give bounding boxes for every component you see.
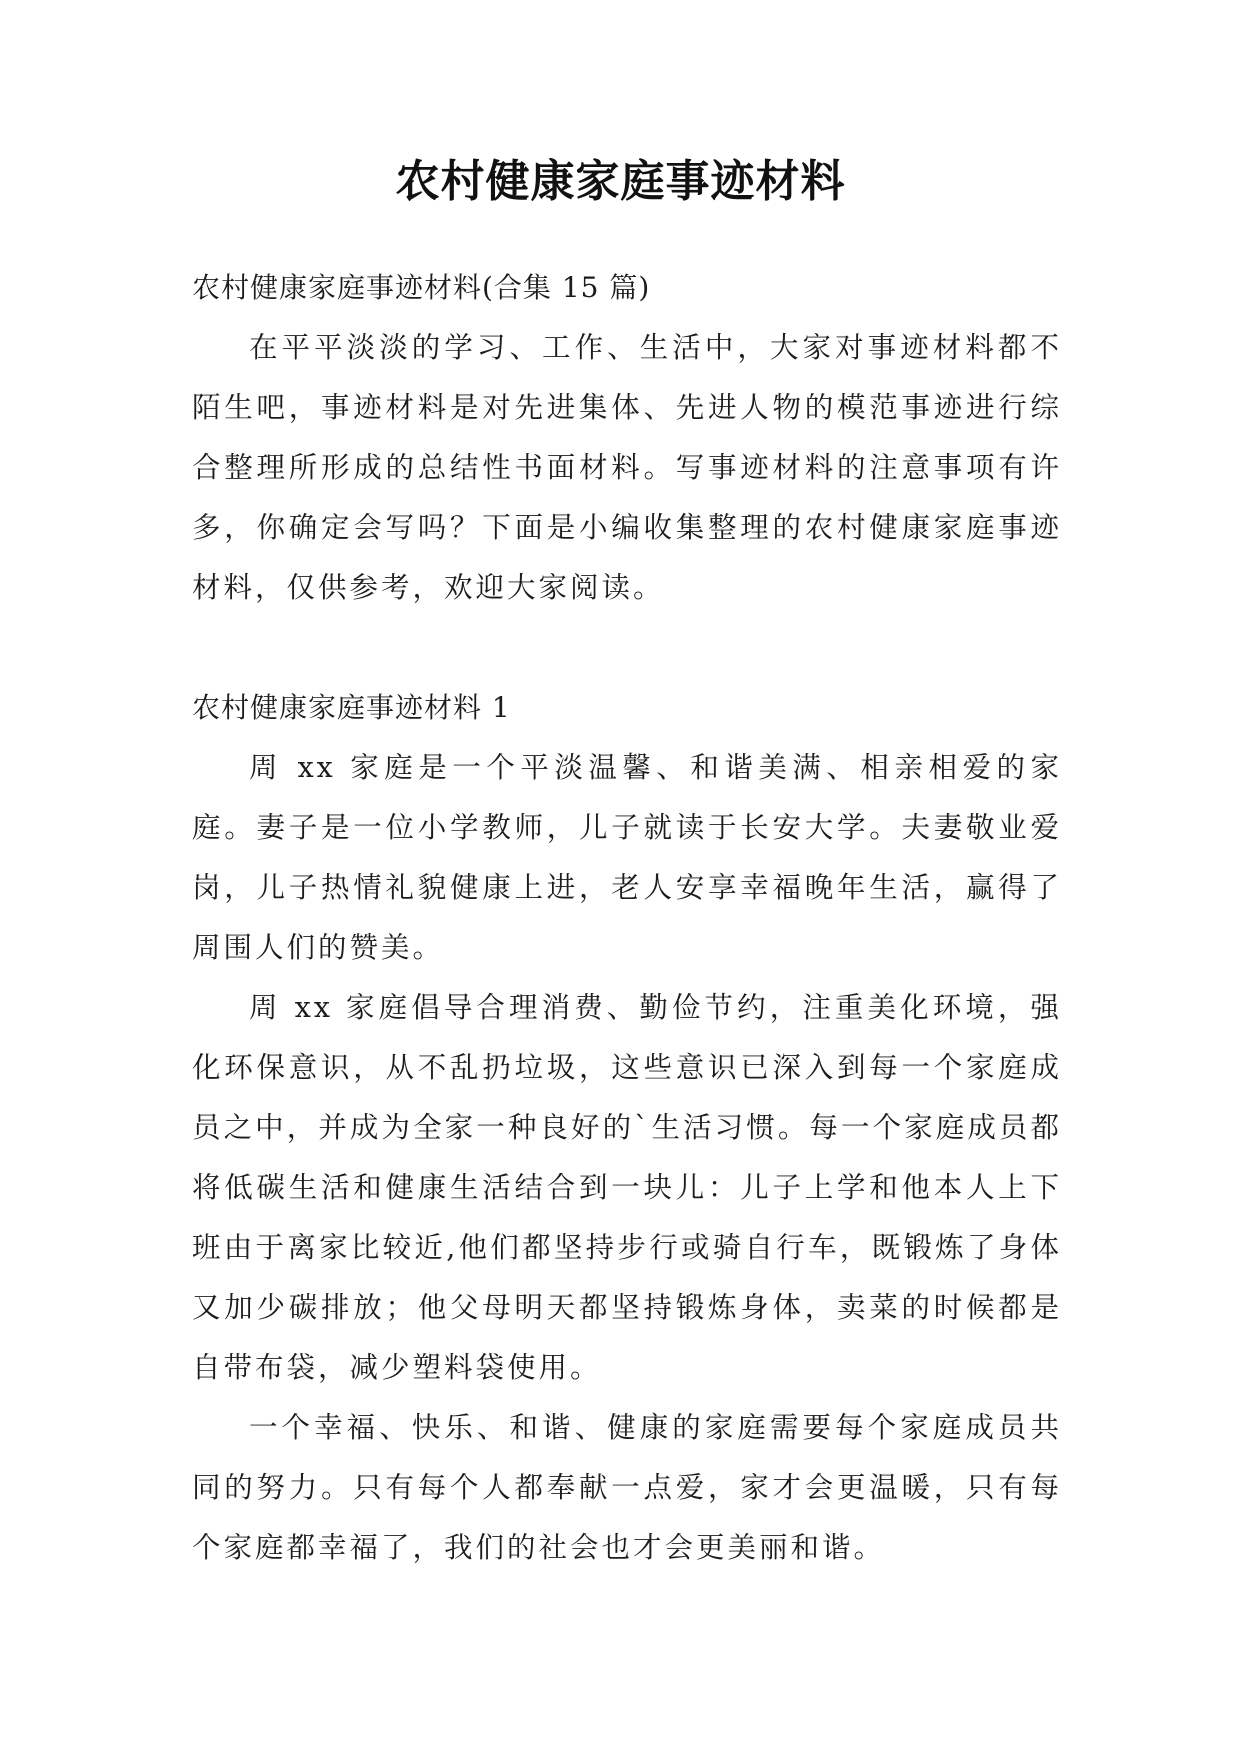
document-body <box>192 258 1062 1578</box>
intro-paragraph: 在平平淡淡的学习、工作、生活中，大家对事迹材料都不陌生吧，事迹材料是对先进集体、先进人物的模范事迹进行综合整理所形成的总结性书面材料。写事迹材料的注意事项有许多，你确定会写吗？下面是小编收集整理的农村健康家庭事迹材料，仅供参考，欢迎大家阅读。 <box>192 331 1062 604</box>
document-title: 农村健康家庭事迹材料 <box>395 156 846 207</box>
section-heading: 农村健康家庭事迹材料 1 <box>192 691 511 724</box>
collection-heading: 农村健康家庭事迹材料(合集 15 篇) <box>192 271 651 304</box>
body-paragraph: 周 xx 家庭是一个平淡温馨、和谐美满、相亲相爱的家庭。妻子是一位小学教师，儿子就读于长安大学。夫妻敬业爱岗，儿子热情礼貌健康上进，老人安享幸福晚年生活，赢得了周围人们的赞美。 <box>192 751 1062 964</box>
body-paragraph: 一个幸福、快乐、和谐、健康的家庭需要每个家庭成员共同的努力。只有每个人都奉献一点爱，家才会更温暖，只有每个家庭都幸福了，我们的社会也才会更美丽和谐。 <box>192 1411 1062 1564</box>
section-spacer <box>192 618 1062 678</box>
body-paragraph: 周 xx 家庭倡导合理消费、勤俭节约，注重美化环境，强化环保意识，从不乱扔垃圾，这些意识已深入到每一个家庭成员之中，并成为全家一种良好的`生活习惯。每一个家庭成员都将低碳生活和健康生活结合到一块儿：儿子上学和他本人上下班由于离家比较近,他们都坚持步行或骑自行车，既锻炼了身体又加少碳排放；他父母明天都坚持锻炼身体，卖菜的时候都是自带布袋，减少塑料袋使用。 <box>192 991 1062 1384</box>
